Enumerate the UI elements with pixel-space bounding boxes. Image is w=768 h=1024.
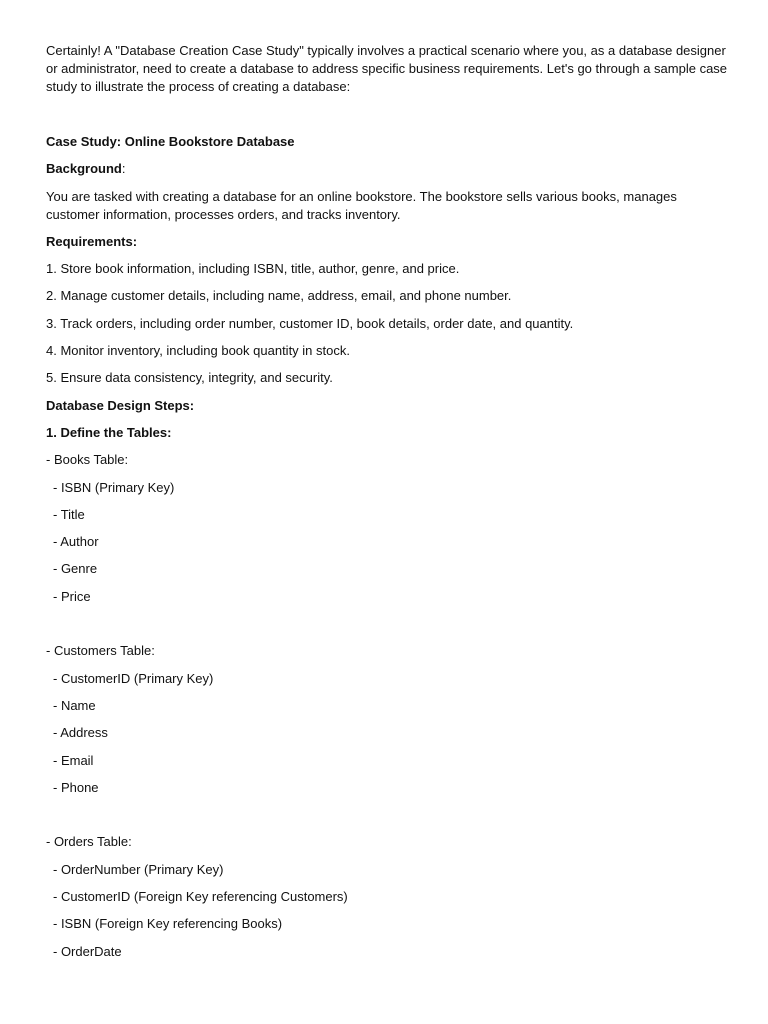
customers-field: - Email <box>53 752 94 768</box>
customers-field: - Name <box>53 697 96 713</box>
orders-field: - OrderDate <box>53 943 122 959</box>
intro-paragraph: Certainly! A "Database Creation Case Study" typically involves a practical scenario where you, as a database designer or administrator, need to create a database to address specific business requirements. Let's go through a sample case study to illustrate the process of creating a database: <box>46 43 728 94</box>
case-study-title: Case Study: Online Bookstore Database <box>46 134 295 149</box>
requirement-item: 2. Manage customer details, including name, address, email, and phone number. <box>46 288 512 304</box>
books-field: - Price <box>53 588 91 604</box>
customers-field: - Address <box>53 725 108 741</box>
customers-table-heading: - Customers Table: <box>46 643 155 659</box>
background-heading-label: Background <box>46 161 122 177</box>
books-field: - ISBN (Primary Key) <box>53 479 175 495</box>
requirement-item: 1. Store book information, including ISBN, title, author, genre, and price. <box>46 261 460 277</box>
requirement-item: 4. Monitor inventory, including book quantity in stock. <box>46 343 350 359</box>
customers-field: - Phone <box>53 779 99 795</box>
requirement-item: 5. Ensure data consistency, integrity, and security. <box>46 370 333 386</box>
document-page <box>46 42 730 970</box>
section-spacer <box>46 615 730 642</box>
books-field: - Author <box>53 534 99 550</box>
requirement-item: 3. Track orders, including order number, customer ID, book details, order date, and quantity. <box>46 315 574 331</box>
section-spacer <box>46 806 730 833</box>
books-field: - Title <box>53 506 85 522</box>
orders-field: - ISBN (Foreign Key referencing Books) <box>53 916 283 932</box>
requirements-heading: Requirements: <box>46 233 138 249</box>
background-heading <box>46 160 730 178</box>
orders-field: - OrderNumber (Primary Key) <box>53 861 224 877</box>
background-heading-colon: : <box>121 161 126 177</box>
step-1-heading: 1. Define the Tables: <box>46 424 172 440</box>
orders-field: - CustomerID (Foreign Key referencing Customers) <box>53 889 348 905</box>
design-steps-heading: Database Design Steps: <box>46 397 195 413</box>
books-field: - Genre <box>53 561 98 577</box>
books-table-heading: - Books Table: <box>46 452 129 468</box>
background-paragraph: You are tasked with creating a database for an online bookstore. The bookstore sells various books, manages customer information, processes orders, and tracks inventory. <box>46 188 677 222</box>
orders-table-heading: - Orders Table: <box>46 834 132 850</box>
customers-field: - CustomerID (Primary Key) <box>53 670 214 686</box>
